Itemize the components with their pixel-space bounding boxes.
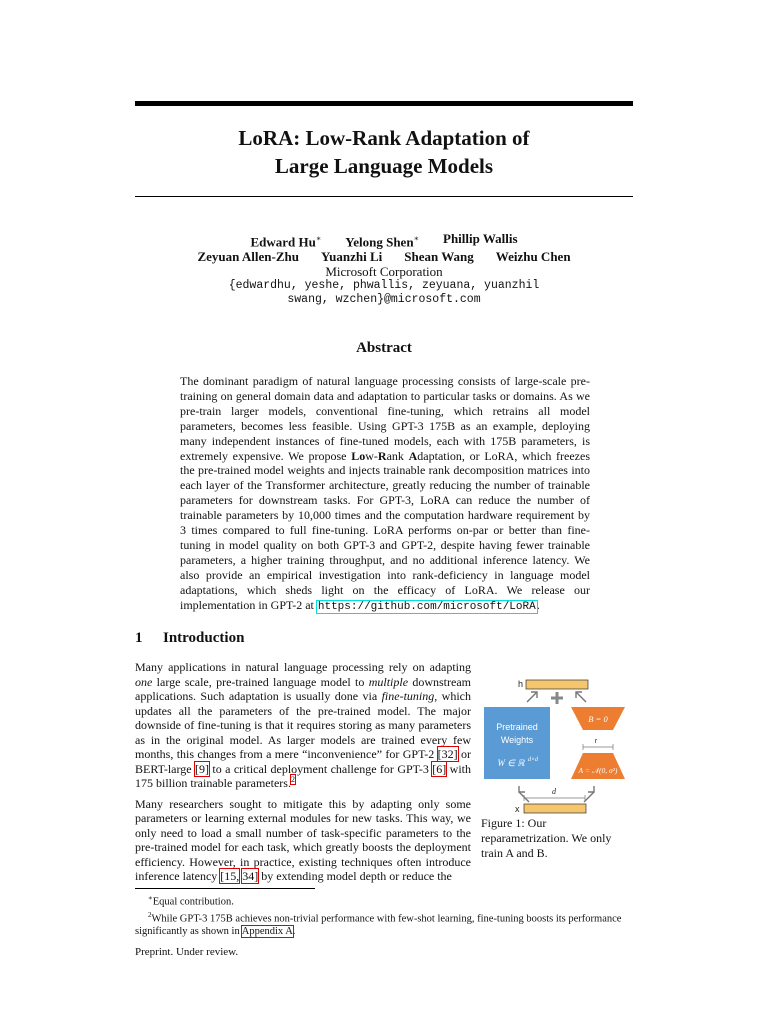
- d-label: d: [552, 787, 556, 796]
- author-name: Phillip Wallis: [443, 231, 518, 246]
- author-block: [135, 231, 633, 307]
- citation-link[interactable]: [6]: [432, 761, 447, 776]
- a-formula: A = 𝒩(0, σ²): [578, 766, 618, 775]
- introduction-text: [135, 660, 471, 890]
- intro-paragraph-2: Many researchers sought to mitigate this by adapting only some parameters or learning external modules for new tasks. This way, we only need to load a small number of task-specific parameters to the pre-trained model for each task, which greatly boosts the deployment efficiency. However, in practice, existing techniques often introduce inference latency [15, 34] by extending model depth or reduce the: [135, 796, 471, 883]
- section-title: Introduction: [163, 630, 245, 646]
- footnote-ref-link[interactable]: 2: [290, 775, 295, 784]
- citation-link[interactable]: [9]: [195, 761, 209, 776]
- footnote-rule: [135, 888, 315, 889]
- figure-caption: Figure 1: Our reparametrization. We only train A and B.: [481, 816, 612, 860]
- arrow-down-right-icon: [584, 792, 594, 802]
- section-heading: [135, 630, 244, 647]
- appendix-a-link[interactable]: Appendix A: [241, 926, 293, 937]
- paper-title: [135, 124, 633, 180]
- intro-paragraph-1: Many applications in natural language processing rely on adapting one large scale, pre-trained language model to multiple downstream applications. Such adaptation is usually done via fine-tuning, which updates all the parameters of the pre-trained model. The major downside of fine-tuning is that it requires storing as many parameters as in the original model. As larger models are trained every few months, this changes from a mere “inconvenience” for GPT-2 [32] or BERT-large [9] to a critical deployment challenge for GPT-3 [6] with 175 billion trainable parameters.$^2$: [135, 660, 472, 790]
- title-top-rule: [135, 101, 633, 106]
- author-name: Yelong Shen∗: [345, 234, 419, 250]
- author-name: Weizhu Chen: [495, 249, 571, 265]
- author-row-2: [135, 249, 633, 264]
- email-line-2: swang, wzchen}@microsoft.com: [287, 293, 481, 307]
- r-label: r: [594, 738, 598, 745]
- w-formula: W ∈ ℝ: [497, 758, 525, 768]
- affiliation: Microsoft Corporation: [325, 264, 443, 280]
- title-line-1: LoRA: Low-Rank Adaptation of: [238, 126, 530, 150]
- footnotes: [135, 892, 633, 938]
- abstract-heading: Abstract: [356, 340, 412, 356]
- pretrained-label-1: Pretrained: [496, 722, 538, 732]
- pretrained-label-2: Weights: [500, 735, 534, 745]
- citation-link[interactable]: 34]: [242, 869, 259, 883]
- author-name: Yuanzhi Li: [320, 249, 383, 265]
- title-bottom-rule: [135, 196, 633, 197]
- lora-diagram: [481, 672, 633, 817]
- title-line-2: Large Language Models: [274, 154, 494, 178]
- arrow-up-right-icon: [576, 692, 586, 702]
- input-bar: [524, 804, 586, 813]
- plus-icon: [551, 692, 563, 704]
- b-formula: B = 0: [588, 714, 608, 724]
- citation-link[interactable]: [15,: [220, 869, 240, 883]
- footnote-2: $^2$While GPT-3 175B achieves non-trivial performance with few-shot learning, fine-tuning boosts its performance significantly as shown in Appendix A.: [135, 910, 622, 937]
- email-line-1: {edwardhu, yeshe, phwallis, zeyuana, yuanzhil: [228, 279, 540, 293]
- github-link[interactable]: https://github.com/microsoft/LoRA: [317, 600, 536, 613]
- author-row-1: [135, 231, 633, 249]
- x-label: x: [515, 804, 520, 814]
- preprint-note: Preprint. Under review.: [135, 946, 239, 958]
- output-bar: [526, 680, 588, 689]
- author-name: Zeyuan Allen-Zhu: [197, 249, 299, 265]
- author-name: Edward Hu∗: [250, 234, 322, 250]
- abstract-text: The dominant paradigm of natural language processing consists of large-scale pre-training on general domain data and adaptation to particular tasks or domains. As we pre-train larger models, conventional fine-tuning, which retrains all model parameters, becomes less feasible. Using GPT-3 175B as an example, deploying many independent instances of fine-tuned models, each with 175B parameters, is extremely expensive. We propose Low-Rank Adaptation, or LoRA, which freezes the pre-trained model weights and injects trainable rank decomposition matrices into each layer of the Transformer architecture, greatly reducing the number of trainable parameters for downstream tasks. For GPT-3, LoRA can reduce the number of trainable parameters by 10,000 times and the computation hardware requirement by 3 times compared to full fine-tuning. LoRA performs on-par or better than fine-tuning in model quality on both GPT-3 and GPT-2, despite having fewer trainable parameters, a higher training throughput, and no additional inference latency. We also provide an empirical investigation into rank-deficiency in language model adaptations, which sheds light on the efficacy of LoRA. We release our implementation in GPT-2 at https://github.com/microsoft/LoRA.: [180, 374, 591, 613]
- author-name: Shean Wang: [404, 249, 474, 265]
- w-formula-sup: d×d: [527, 757, 539, 763]
- citation-link[interactable]: [32]: [437, 747, 458, 761]
- footnote-1: ∗Equal contribution.: [148, 894, 234, 908]
- section-number: 1: [135, 630, 143, 646]
- arrow-up-left-icon: [527, 692, 537, 702]
- h-label: h: [518, 679, 524, 689]
